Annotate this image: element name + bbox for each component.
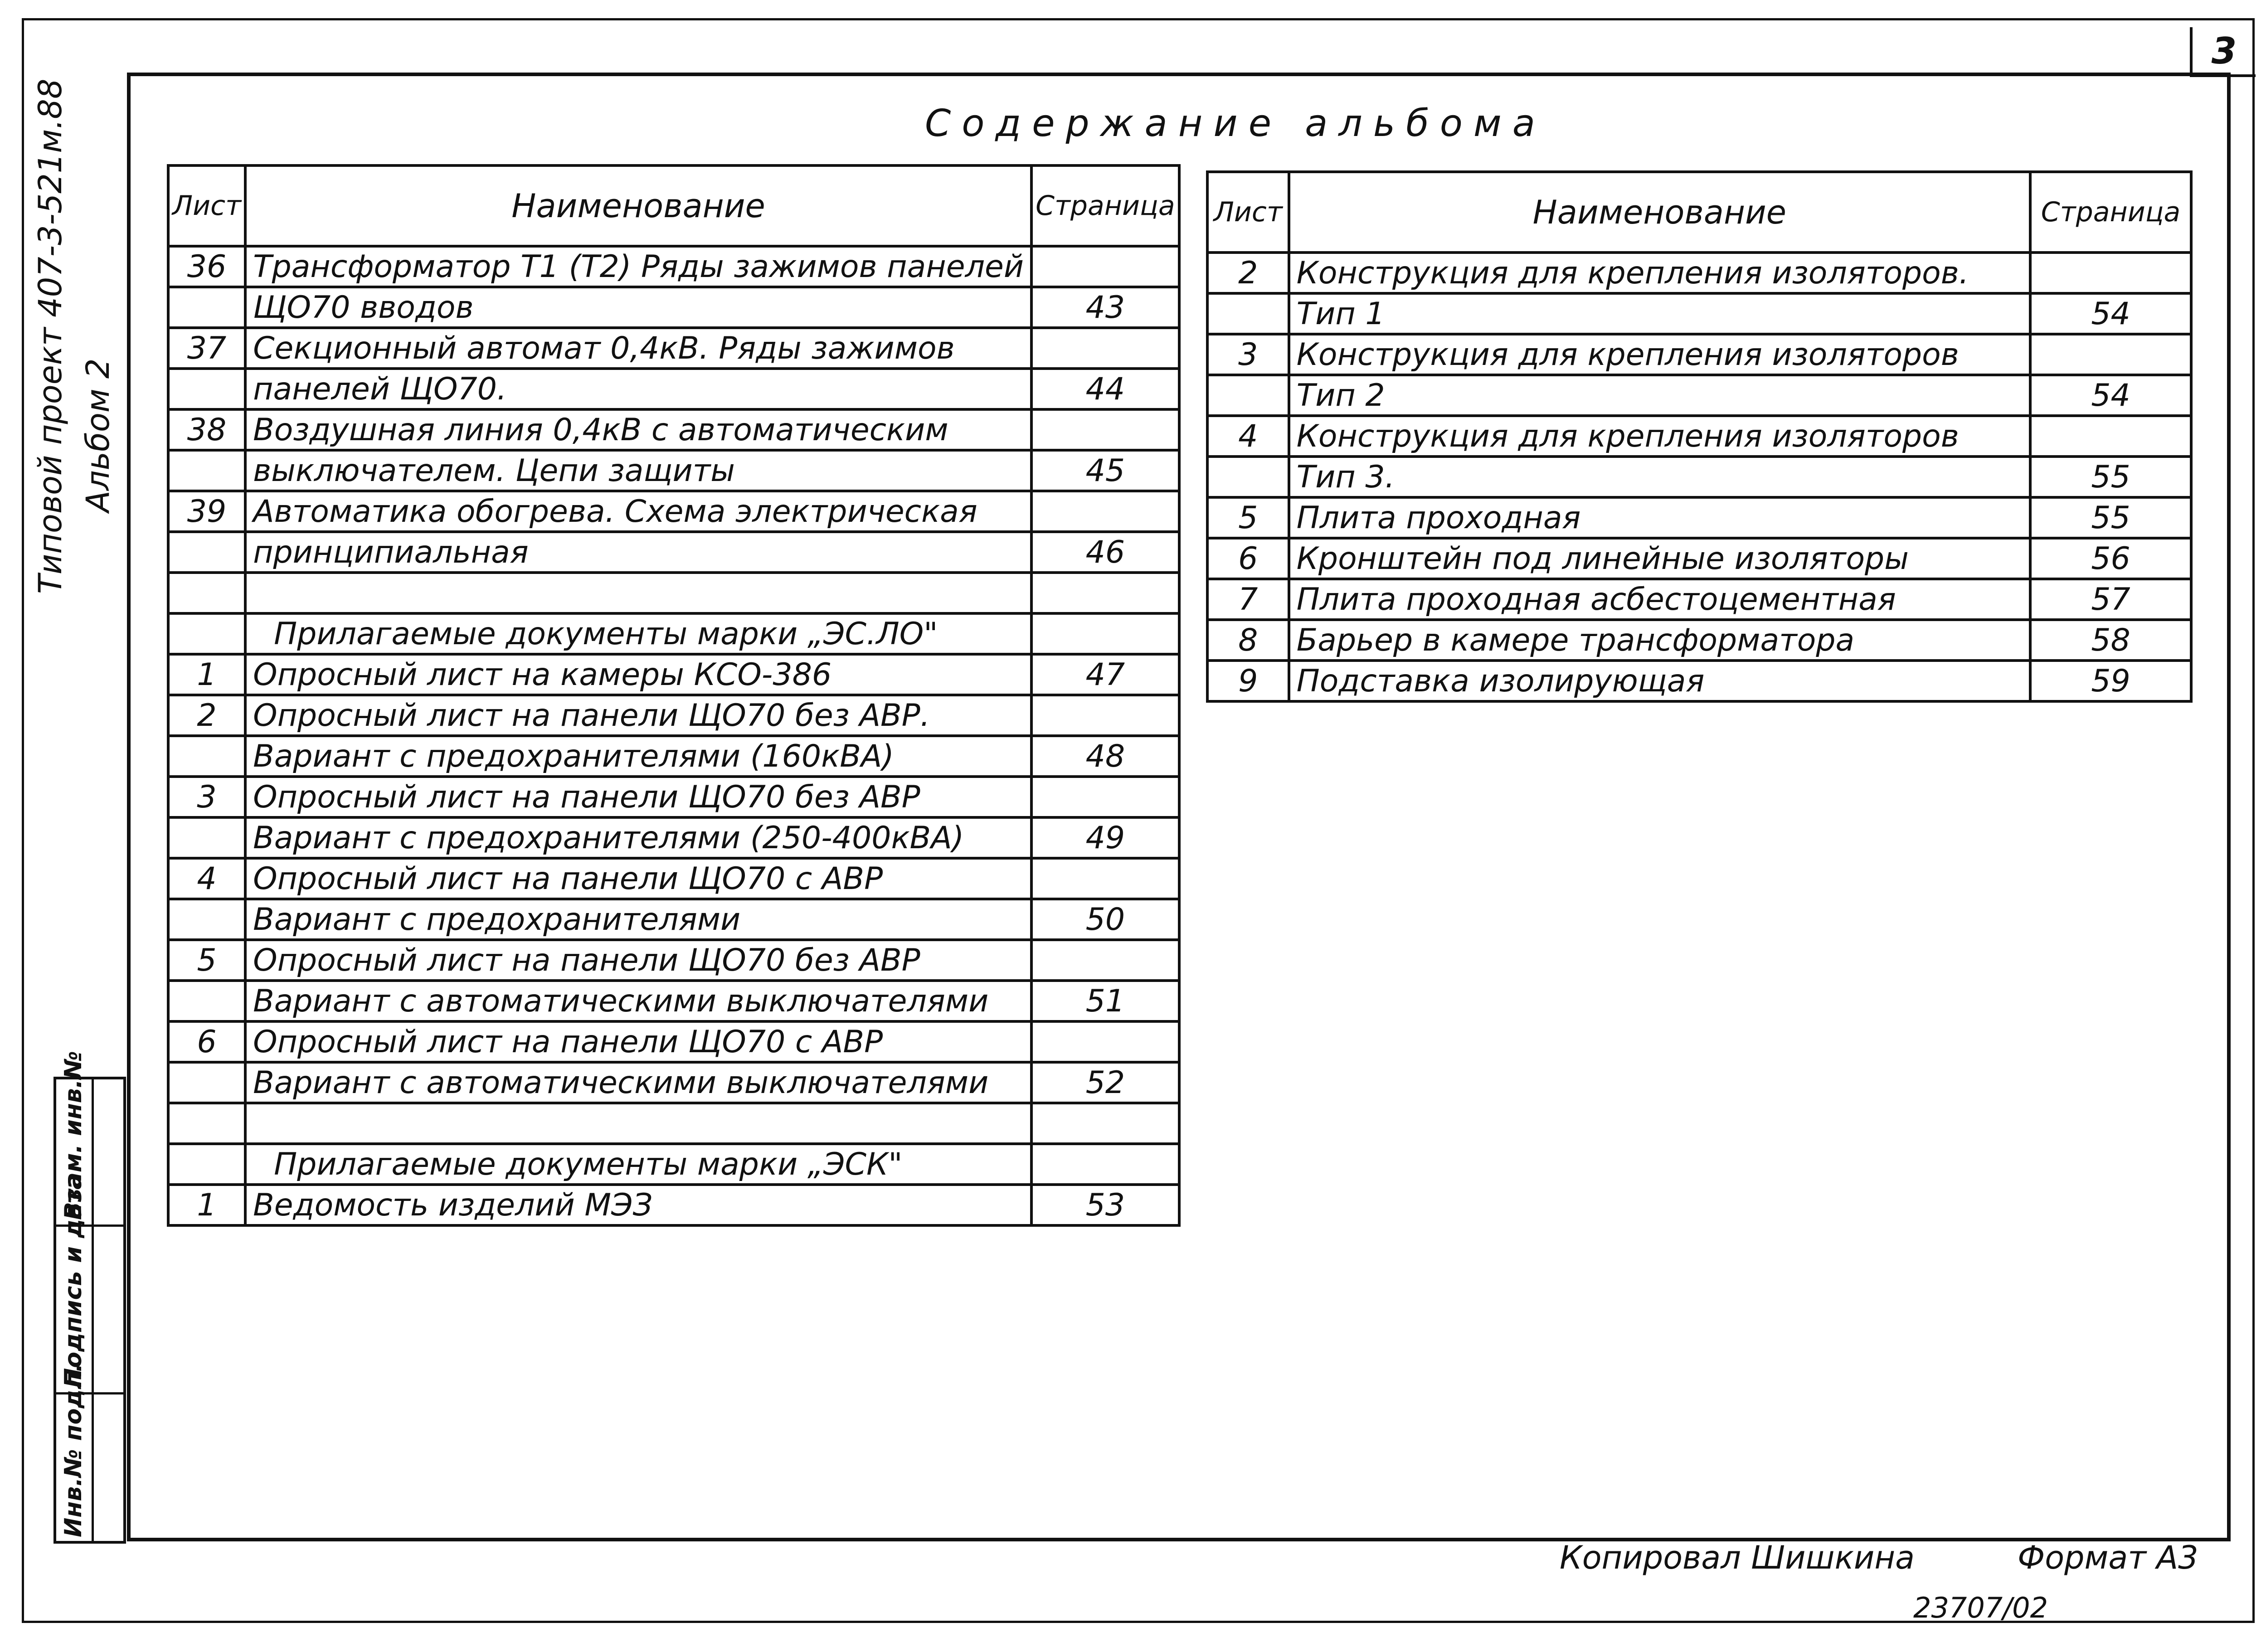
row-name: Вариант с автоматическими выключателями xyxy=(245,1062,1031,1103)
header-sheet: Лист xyxy=(168,165,245,246)
row-sheet-number: 5 xyxy=(1207,497,1289,538)
row-page-number xyxy=(1031,613,1179,654)
row-name: Тип 2 xyxy=(1289,375,2030,416)
row-page-number: 48 xyxy=(1031,736,1179,777)
table-row xyxy=(1207,538,2191,579)
table-row xyxy=(168,777,1179,817)
row-name: Конструкция для крепления изоляторов xyxy=(1289,416,2030,457)
row-page-number: 57 xyxy=(2030,579,2191,620)
row-page-number: 43 xyxy=(1031,287,1179,328)
table-row xyxy=(1207,579,2191,620)
paper-format: Формат А3 xyxy=(2018,1539,2198,1576)
table-row xyxy=(168,246,1179,287)
row-name: Тип 1 xyxy=(1289,293,2030,334)
table-row xyxy=(1207,457,2191,497)
table-row xyxy=(168,409,1179,450)
header-name: Наименование xyxy=(245,165,1031,246)
row-sheet-number xyxy=(168,736,245,777)
row-sheet-number: 6 xyxy=(1207,538,1289,579)
row-page-number: 52 xyxy=(1031,1062,1179,1103)
row-sheet-number: 6 xyxy=(168,1021,245,1062)
table-row xyxy=(168,940,1179,981)
row-name: Плита проходная асбестоцементная xyxy=(1289,579,2030,620)
table-header-row xyxy=(1207,172,2191,253)
row-sheet-number xyxy=(168,450,245,491)
row-sheet-number: 3 xyxy=(168,777,245,817)
sheet-number: 3 xyxy=(2190,27,2256,77)
row-sheet-number: 4 xyxy=(1207,416,1289,457)
row-page-number xyxy=(1031,1021,1179,1062)
row-sheet-number: 39 xyxy=(168,491,245,532)
table-row xyxy=(1207,497,2191,538)
row-name xyxy=(245,1103,1031,1144)
row-name: Конструкция для крепления изоляторов. xyxy=(1289,253,2030,293)
table-row xyxy=(1207,293,2191,334)
row-name: Опросный лист на панели ЩО70 с АВР xyxy=(245,1021,1031,1062)
row-name: Опросный лист на панели ЩО70 с АВР xyxy=(245,858,1031,899)
row-name: Опросный лист на камеры КСО-386 xyxy=(245,654,1031,695)
row-page-number: 46 xyxy=(1031,532,1179,573)
row-sheet-number: 8 xyxy=(1207,620,1289,661)
table-row xyxy=(1207,375,2191,416)
row-name: Прилагаемые документы марки „ЭС.ЛО" xyxy=(245,613,1031,654)
row-sheet-number: 38 xyxy=(168,409,245,450)
row-page-number xyxy=(1031,491,1179,532)
row-name: Вариант с предохранителями (250-400кВА) xyxy=(245,817,1031,858)
table-row xyxy=(1207,661,2191,701)
row-name: Ведомость изделий МЭЗ xyxy=(245,1185,1031,1225)
row-sheet-number: 7 xyxy=(1207,579,1289,620)
row-page-number: 44 xyxy=(1031,369,1179,409)
row-page-number xyxy=(2030,253,2191,293)
row-page-number xyxy=(1031,695,1179,736)
table-row xyxy=(168,573,1179,613)
row-name: Плита проходная xyxy=(1289,497,2030,538)
table-row xyxy=(168,328,1179,369)
table-row xyxy=(168,1021,1179,1062)
table-row xyxy=(1207,620,2191,661)
row-name: Конструкция для крепления изоляторов xyxy=(1289,334,2030,375)
table-row xyxy=(168,899,1179,940)
row-name: Секционный автомат 0,4кВ. Ряды зажимов xyxy=(245,328,1031,369)
approval-stamp-strip xyxy=(53,1051,126,1544)
table-row xyxy=(168,1144,1179,1185)
page-title: Содержание альбома xyxy=(925,102,1546,145)
row-sheet-number xyxy=(168,981,245,1021)
row-sheet-number: 1 xyxy=(168,654,245,695)
row-page-number: 50 xyxy=(1031,899,1179,940)
row-sheet-number: 2 xyxy=(1207,253,1289,293)
row-page-number xyxy=(2030,416,2191,457)
row-name: Вариант с предохранителями (160кВА) xyxy=(245,736,1031,777)
row-page-number xyxy=(1031,940,1179,981)
row-page-number xyxy=(1031,1103,1179,1144)
row-name: Подставка изолирующая xyxy=(1289,661,2030,701)
row-name xyxy=(245,573,1031,613)
table-row xyxy=(168,1103,1179,1144)
header-name: Наименование xyxy=(1289,172,2030,253)
row-name: Кронштейн под линейные изоляторы xyxy=(1289,538,2030,579)
row-sheet-number: 5 xyxy=(168,940,245,981)
row-name: Вариант с предохранителями xyxy=(245,899,1031,940)
stamp-replacement-label: Взам. инв.№ xyxy=(60,1051,87,1220)
row-page-number xyxy=(1031,573,1179,613)
contents-table-right xyxy=(1206,170,2193,703)
row-page-number: 59 xyxy=(2030,661,2191,701)
table-row xyxy=(168,287,1179,328)
row-page-number: 55 xyxy=(2030,457,2191,497)
row-sheet-number xyxy=(168,369,245,409)
row-page-number: 45 xyxy=(1031,450,1179,491)
row-name: Воздушная линия 0,4кВ с автоматическим xyxy=(245,409,1031,450)
row-sheet-number xyxy=(1207,293,1289,334)
side-album-label: Альбом 2 xyxy=(79,358,117,512)
row-name: панелей ЩО70. xyxy=(245,369,1031,409)
table-row xyxy=(168,654,1179,695)
side-project-title: Типовой проект 407-3-521м.88 xyxy=(32,78,69,594)
table-row xyxy=(168,1185,1179,1225)
row-name: Прилагаемые документы марки „ЭСК" xyxy=(245,1144,1031,1185)
row-page-number: 49 xyxy=(1031,817,1179,858)
document-number: 23707/02 xyxy=(1913,1591,2048,1624)
row-sheet-number xyxy=(168,1103,245,1144)
row-page-number xyxy=(1031,246,1179,287)
table-row xyxy=(168,736,1179,777)
row-sheet-number: 36 xyxy=(168,246,245,287)
table-row xyxy=(168,1062,1179,1103)
table-row xyxy=(1207,253,2191,293)
row-name: Автоматика обогрева. Схема электрическая xyxy=(245,491,1031,532)
row-name: выключателем. Цепи защиты xyxy=(245,450,1031,491)
row-page-number xyxy=(1031,409,1179,450)
row-sheet-number xyxy=(1207,375,1289,416)
row-sheet-number xyxy=(168,532,245,573)
row-page-number: 53 xyxy=(1031,1185,1179,1225)
header-page: Страница xyxy=(2030,172,2191,253)
table-row xyxy=(1207,416,2191,457)
row-page-number: 51 xyxy=(1031,981,1179,1021)
row-sheet-number: 37 xyxy=(168,328,245,369)
row-sheet-number xyxy=(168,613,245,654)
row-page-number xyxy=(2030,334,2191,375)
header-page: Страница xyxy=(1031,165,1179,246)
row-name: Трансформатор Т1 (Т2) Ряды зажимов панелей xyxy=(245,246,1031,287)
row-sheet-number xyxy=(168,899,245,940)
row-name: Опросный лист на панели ЩО70 без АВР. xyxy=(245,695,1031,736)
row-sheet-number xyxy=(168,1144,245,1185)
row-name: Опросный лист на панели ЩО70 без АВР xyxy=(245,940,1031,981)
table-row xyxy=(168,981,1179,1021)
row-name: Вариант с автоматическими выключателями xyxy=(245,981,1031,1021)
row-sheet-number xyxy=(1207,457,1289,497)
row-name: Тип 3. xyxy=(1289,457,2030,497)
row-name: ЩО70 вводов xyxy=(245,287,1031,328)
row-page-number xyxy=(1031,777,1179,817)
row-page-number xyxy=(1031,1144,1179,1185)
row-page-number: 56 xyxy=(2030,538,2191,579)
table-row xyxy=(168,369,1179,409)
row-name: Барьер в камере трансформатора xyxy=(1289,620,2030,661)
table-row xyxy=(168,532,1179,573)
row-sheet-number xyxy=(168,817,245,858)
row-page-number: 54 xyxy=(2030,293,2191,334)
row-page-number: 55 xyxy=(2030,497,2191,538)
row-page-number xyxy=(1031,858,1179,899)
header-sheet: Лист xyxy=(1207,172,1289,253)
row-name: Опросный лист на панели ЩО70 без АВР xyxy=(245,777,1031,817)
table-row xyxy=(168,613,1179,654)
row-sheet-number: 2 xyxy=(168,695,245,736)
row-page-number: 58 xyxy=(2030,620,2191,661)
stamp-signature-label: Подпись и дата xyxy=(60,1173,87,1388)
copied-by: Копировал Шишкина xyxy=(1560,1539,1915,1576)
row-page-number: 47 xyxy=(1031,654,1179,695)
table-row xyxy=(168,450,1179,491)
table-row xyxy=(168,858,1179,899)
row-page-number: 54 xyxy=(2030,375,2191,416)
row-sheet-number xyxy=(168,573,245,613)
row-name: принципиальная xyxy=(245,532,1031,573)
table-row xyxy=(1207,334,2191,375)
row-sheet-number xyxy=(168,287,245,328)
contents-table-left xyxy=(167,164,1181,1227)
row-sheet-number: 9 xyxy=(1207,661,1289,701)
row-sheet-number: 3 xyxy=(1207,334,1289,375)
row-sheet-number xyxy=(168,1062,245,1103)
row-sheet-number: 1 xyxy=(168,1185,245,1225)
table-row xyxy=(168,695,1179,736)
row-sheet-number: 4 xyxy=(168,858,245,899)
row-page-number xyxy=(1031,328,1179,369)
table-header-row xyxy=(168,165,1179,246)
stamp-inventory-label: Инв.№ подл. xyxy=(60,1363,87,1537)
table-row xyxy=(168,817,1179,858)
table-row xyxy=(168,491,1179,532)
